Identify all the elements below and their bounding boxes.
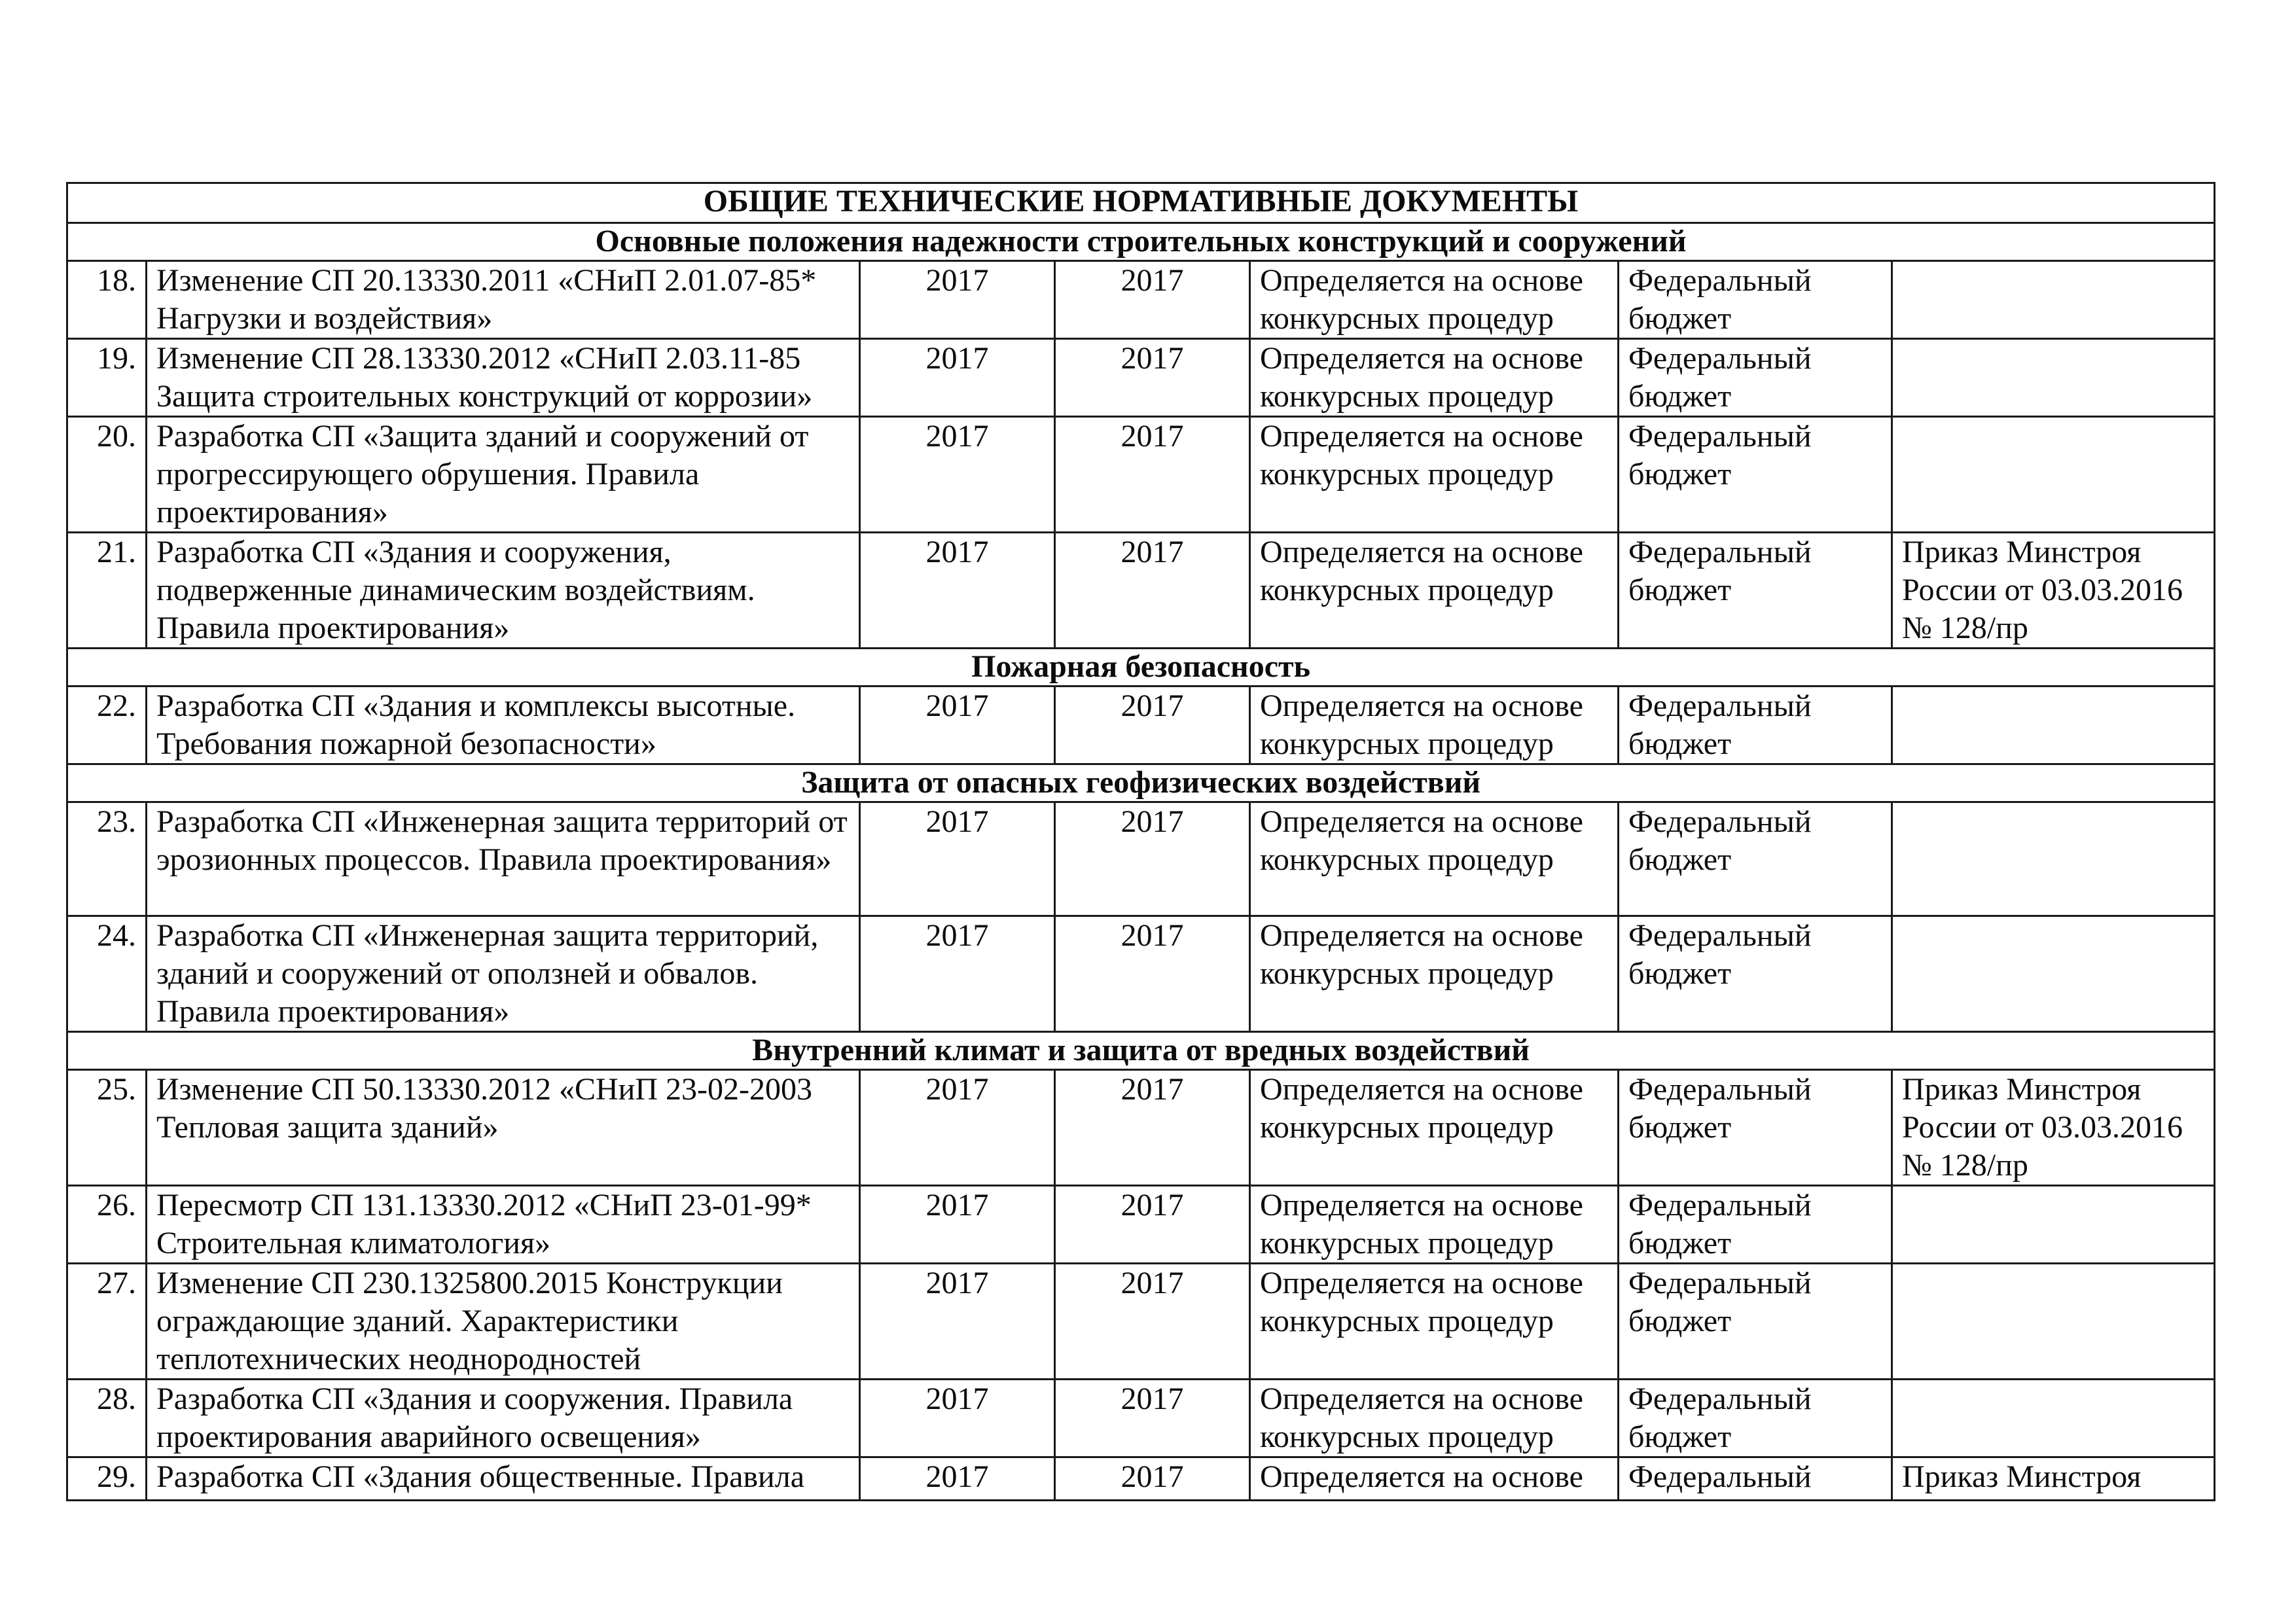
table-row xyxy=(67,802,2215,916)
funding-source: Федеральный бюджет xyxy=(1619,1380,1892,1457)
table-row xyxy=(67,417,2215,533)
executor: Определяется на основе конкурсных процедур xyxy=(1250,417,1619,533)
item-description: Разработка СП «Защита зданий и сооружений от прогрессирующего обрушения. Правила проектирования» xyxy=(147,417,860,533)
executor: Определяется на основе конкурсных процедур xyxy=(1250,339,1619,417)
table-row xyxy=(67,533,2215,649)
executor: Определяется на основе конкурсных процедур xyxy=(1250,1264,1619,1380)
note xyxy=(1892,687,2215,764)
funding-source: Федеральный бюджет xyxy=(1619,533,1892,649)
start-year: 2017 xyxy=(860,1380,1055,1457)
funding-source: Федеральный бюджет xyxy=(1619,916,1892,1032)
end-year: 2017 xyxy=(1055,1070,1250,1186)
item-description: Разработка СП «Здания общественные. Правила xyxy=(147,1457,860,1501)
start-year: 2017 xyxy=(860,802,1055,916)
item-number: 28. xyxy=(67,1380,147,1457)
funding-source: Федеральный xyxy=(1619,1457,1892,1501)
document-title: ОБЩИЕ ТЕХНИЧЕСКИЕ НОРМАТИВНЫЕ ДОКУМЕНТЫ xyxy=(67,183,2215,223)
item-description: Изменение СП 230.1325800.2015 Конструкции ограждающие зданий. Характеристики теплотехнических неоднородностей xyxy=(147,1264,860,1380)
end-year: 2017 xyxy=(1055,1457,1250,1501)
end-year: 2017 xyxy=(1055,533,1250,649)
item-description: Изменение СП 20.13330.2011 «СНиП 2.01.07-85* Нагрузки и воздействия» xyxy=(147,261,860,339)
note xyxy=(1892,1264,2215,1380)
note xyxy=(1892,339,2215,417)
section-heading: Основные положения надежности строительных конструкций и сооружений xyxy=(67,223,2215,261)
start-year: 2017 xyxy=(860,1457,1055,1501)
start-year: 2017 xyxy=(860,687,1055,764)
start-year: 2017 xyxy=(860,417,1055,533)
table-row xyxy=(67,687,2215,764)
end-year: 2017 xyxy=(1055,916,1250,1032)
start-year: 2017 xyxy=(860,533,1055,649)
item-number: 29. xyxy=(67,1457,147,1501)
item-description: Разработка СП «Здания и сооружения. Правила проектирования аварийного освещения» xyxy=(147,1380,860,1457)
start-year: 2017 xyxy=(860,1264,1055,1380)
end-year: 2017 xyxy=(1055,1380,1250,1457)
funding-source: Федеральный бюджет xyxy=(1619,417,1892,533)
table-row xyxy=(67,261,2215,339)
start-year: 2017 xyxy=(860,916,1055,1032)
funding-source: Федеральный бюджет xyxy=(1619,1070,1892,1186)
item-description: Изменение СП 28.13330.2012 «СНиП 2.03.11-85 Защита строительных конструкций от коррозии» xyxy=(147,339,860,417)
section-heading-row xyxy=(67,764,2215,802)
table-row xyxy=(67,1070,2215,1186)
end-year: 2017 xyxy=(1055,687,1250,764)
section-heading-row xyxy=(67,223,2215,261)
item-description: Разработка СП «Инженерная защита территорий от эрозионных процессов. Правила проектирования» xyxy=(147,802,860,916)
start-year: 2017 xyxy=(860,339,1055,417)
table-row xyxy=(67,1457,2215,1501)
table-row xyxy=(67,339,2215,417)
item-number: 26. xyxy=(67,1186,147,1264)
executor: Определяется на основе конкурсных процедур xyxy=(1250,1380,1619,1457)
funding-source: Федеральный бюджет xyxy=(1619,1186,1892,1264)
end-year: 2017 xyxy=(1055,417,1250,533)
item-description: Разработка СП «Здания и сооружения, подверженные динамическим воздействиям. Правила проектирования» xyxy=(147,533,860,649)
item-number: 25. xyxy=(67,1070,147,1186)
executor: Определяется на основе конкурсных процедур xyxy=(1250,916,1619,1032)
section-heading: Внутренний климат и защита от вредных воздействий xyxy=(67,1032,2215,1070)
note xyxy=(1892,1380,2215,1457)
end-year: 2017 xyxy=(1055,1264,1250,1380)
executor: Определяется на основе конкурсных процедур xyxy=(1250,1186,1619,1264)
item-number: 18. xyxy=(67,261,147,339)
note xyxy=(1892,417,2215,533)
funding-source: Федеральный бюджет xyxy=(1619,802,1892,916)
document-table xyxy=(66,182,2215,1501)
executor: Определяется на основе конкурсных процедур xyxy=(1250,802,1619,916)
table-row xyxy=(67,1380,2215,1457)
note: Приказ Минстроя России от 03.03.2016 № 128/пр xyxy=(1892,1070,2215,1186)
item-description: Изменение СП 50.13330.2012 «СНиП 23-02-2003 Тепловая защита зданий» xyxy=(147,1070,860,1186)
section-heading: Пожарная безопасность xyxy=(67,649,2215,687)
executor: Определяется на основе конкурсных процедур xyxy=(1250,687,1619,764)
item-number: 22. xyxy=(67,687,147,764)
funding-source: Федеральный бюджет xyxy=(1619,339,1892,417)
start-year: 2017 xyxy=(860,261,1055,339)
note xyxy=(1892,916,2215,1032)
end-year: 2017 xyxy=(1055,261,1250,339)
note xyxy=(1892,1186,2215,1264)
end-year: 2017 xyxy=(1055,802,1250,916)
funding-source: Федеральный бюджет xyxy=(1619,261,1892,339)
end-year: 2017 xyxy=(1055,1186,1250,1264)
item-number: 20. xyxy=(67,417,147,533)
note xyxy=(1892,261,2215,339)
executor: Определяется на основе конкурсных процедур xyxy=(1250,533,1619,649)
note xyxy=(1892,802,2215,916)
executor: Определяется на основе xyxy=(1250,1457,1619,1501)
item-description: Пересмотр СП 131.13330.2012 «СНиП 23-01-99* Строительная климатология» xyxy=(147,1186,860,1264)
item-description: Разработка СП «Здания и комплексы высотные. Требования пожарной безопасности» xyxy=(147,687,860,764)
item-description: Разработка СП «Инженерная защита территорий, зданий и сооружений от оползней и обвалов. Правила проектирования» xyxy=(147,916,860,1032)
table-row xyxy=(67,1186,2215,1264)
item-number: 24. xyxy=(67,916,147,1032)
table-row xyxy=(67,1264,2215,1380)
table-row xyxy=(67,916,2215,1032)
item-number: 23. xyxy=(67,802,147,916)
item-number: 19. xyxy=(67,339,147,417)
funding-source: Федеральный бюджет xyxy=(1619,1264,1892,1380)
note: Приказ Минстроя России от 03.03.2016 № 128/пр xyxy=(1892,533,2215,649)
start-year: 2017 xyxy=(860,1070,1055,1186)
funding-source: Федеральный бюджет xyxy=(1619,687,1892,764)
item-number: 21. xyxy=(67,533,147,649)
item-number: 27. xyxy=(67,1264,147,1380)
executor: Определяется на основе конкурсных процедур xyxy=(1250,1070,1619,1186)
section-heading-row xyxy=(67,649,2215,687)
section-heading-row xyxy=(67,1032,2215,1070)
executor: Определяется на основе конкурсных процедур xyxy=(1250,261,1619,339)
end-year: 2017 xyxy=(1055,339,1250,417)
note: Приказ Минстроя xyxy=(1892,1457,2215,1501)
start-year: 2017 xyxy=(860,1186,1055,1264)
section-heading: Защита от опасных геофизических воздействий xyxy=(67,764,2215,802)
